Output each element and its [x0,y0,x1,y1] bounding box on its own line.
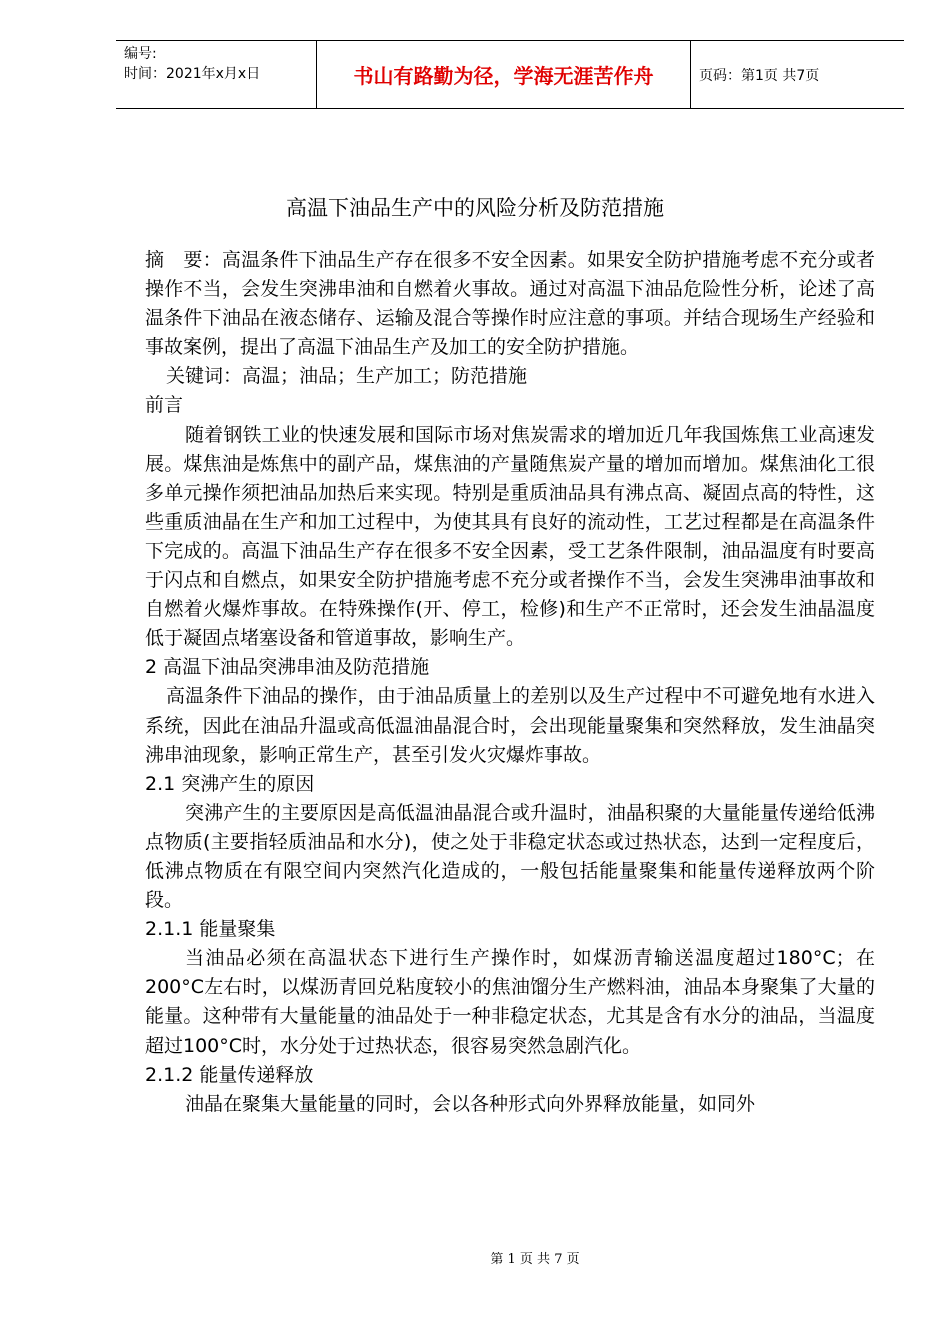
subsubsection-heading: 2.1.1 能量聚集 [145,918,276,941]
header-meta-cell [116,41,317,108]
subsection-heading: 2.1 突沸产生的原因 [145,772,315,795]
header-table [116,40,904,109]
header-motto: 书山有路勤为径，学海无涯苦作舟 [317,41,691,108]
subsubsection-heading: 2.1.2 能量传递释放 [145,1063,314,1086]
body-paragraph: 高温条件下油品的操作，由于油品质量上的差别以及生产过程中不可避免地有水进入系统，因此在油品升温或高低温油晶混合时，会出现能量聚集和突然释放，发生油晶突沸串油现象，影响正常生产，甚至引发火灾爆炸事故。 [145,685,875,766]
section-heading-preface: 前言 [145,394,184,417]
body-paragraph: 随着钢铁工业的快速发展和国际市场对焦炭需求的增加近几年我国炼焦工业高速发展。煤焦油是炼焦中的副产品，煤焦油的产量随焦炭产量的增加而增加。煤焦油化工很多单元操作须把油品加热后来实现。特别是重质油品具有沸点高、凝固点高的特性，这些重质油晶在生产和加工过程中，为使其具有良好的流动性，工艺过程都是在高温条件下完成的。高温下油品生产存在很多不安全因素，受工艺条件限制，油品温度有时要高于闪点和自燃点，如果安全防护措施考虑不充分或者操作不当，会发生突沸串油事故和自燃着火爆炸事故。在特殊操作(开、停工，检修)和生产不正常时，还会发生油晶温度低于凝固点堵塞设备和管道事故，影响生产。 [145,423,875,650]
time-label: 时间：2021年x月x日 [124,66,261,82]
keywords-line: 关键词：高温；油品；生产加工；防范措施 [166,365,528,388]
document-body [145,246,875,1119]
body-paragraph: 当油品必须在高温状态下进行生产操作时，如煤沥青输送温度超过180°C；在200°C左右时，以煤沥青回兑粘度较小的焦油馏分生产燃料油，油品本身聚集了大量的能量。这种带有大量能量的油品处于一种非稳定状态，尤其是含有水分的油品，当温度超过100°C时，水分处于过热状态，很容易突然急剧汽化。 [145,947,875,1057]
header-page-label: 页码：第1页 共7页 [699,67,820,84]
code-label: 编号: [124,46,157,62]
page-footer: 第 1 页 共 7 页 [490,1252,580,1267]
document-title: 高温下油品生产中的风险分析及防范措施 [286,196,664,220]
body-paragraph: 突沸产生的主要原因是高低温油晶混合或升温时，油晶积聚的大量能量传递给低沸点物质(主要指轻质油品和水分)，使之处于非稳定状态或过热状态，达到一定程度后，低沸点物质在有限空间内突然汽化造成的，一般包括能量聚集和能量传递释放两个阶段。 [145,801,875,912]
body-paragraph: 油晶在聚集大量能量的同时，会以各种形式向外界释放能量，如同外 [185,1092,756,1115]
section-heading: 2 高温下油品突沸串油及防范措施 [145,656,430,679]
abstract-paragraph: 摘 要：高温条件下油品生产存在很多不安全因素。如果安全防护措施考虑不充分或者操作不当，会发生突沸串油和自燃着火事故。通过对高温下油品危险性分析，论述了高温条件下油品在液态储存、运输及混合等操作时应注意的事项。并结合现场生产经验和事故案例，提出了高温下油品生产及加工的安全防护措施。 [145,249,875,359]
